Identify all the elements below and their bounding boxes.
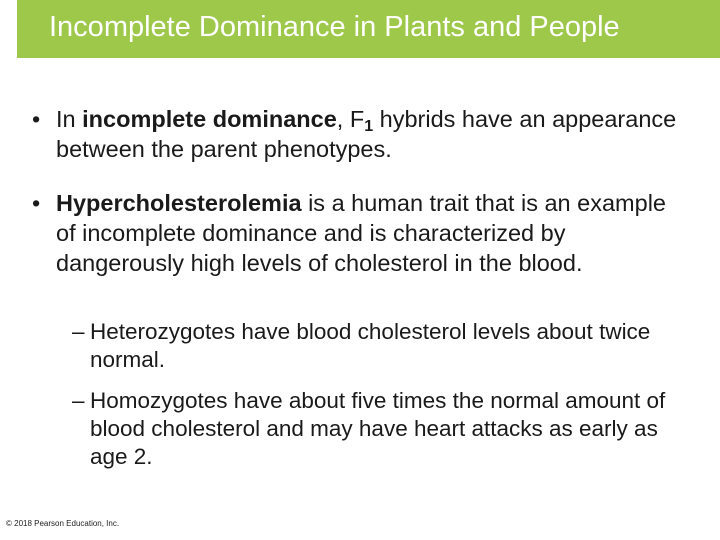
bullet-marker: • xyxy=(32,190,41,216)
term-incomplete-dominance: incomplete dominance xyxy=(82,106,337,132)
subscript-one: 1 xyxy=(364,118,374,135)
sub-bullet-text: Heterozygotes have blood cholesterol levels about twice normal. xyxy=(90,319,651,372)
sub-bullet-marker: – xyxy=(72,388,85,413)
term-hypercholesterolemia: Hypercholesterolemia xyxy=(56,190,302,216)
bullet-text: Hypercholesterolemia is a human trait that is an example of incomplete dominance and is characterized by dangerously high levels of cholesterol in the blood. xyxy=(56,190,666,276)
slide-title: Incomplete Dominance in Plants and People xyxy=(49,11,620,43)
title-bar xyxy=(17,0,720,58)
sub-bullet-text: Homozygotes have about five times the normal amount of blood cholesterol and may have heart attacks as early as age 2. xyxy=(90,388,666,469)
bullet-text: In incomplete dominance, $F_1$ hybrids have an appearance between the parent phenotypes. xyxy=(56,106,677,162)
sub-bullet-marker: – xyxy=(72,319,85,344)
copyright-footer: © 2018 Pearson Education, Inc. xyxy=(6,519,120,528)
bullet-marker: • xyxy=(32,106,41,132)
